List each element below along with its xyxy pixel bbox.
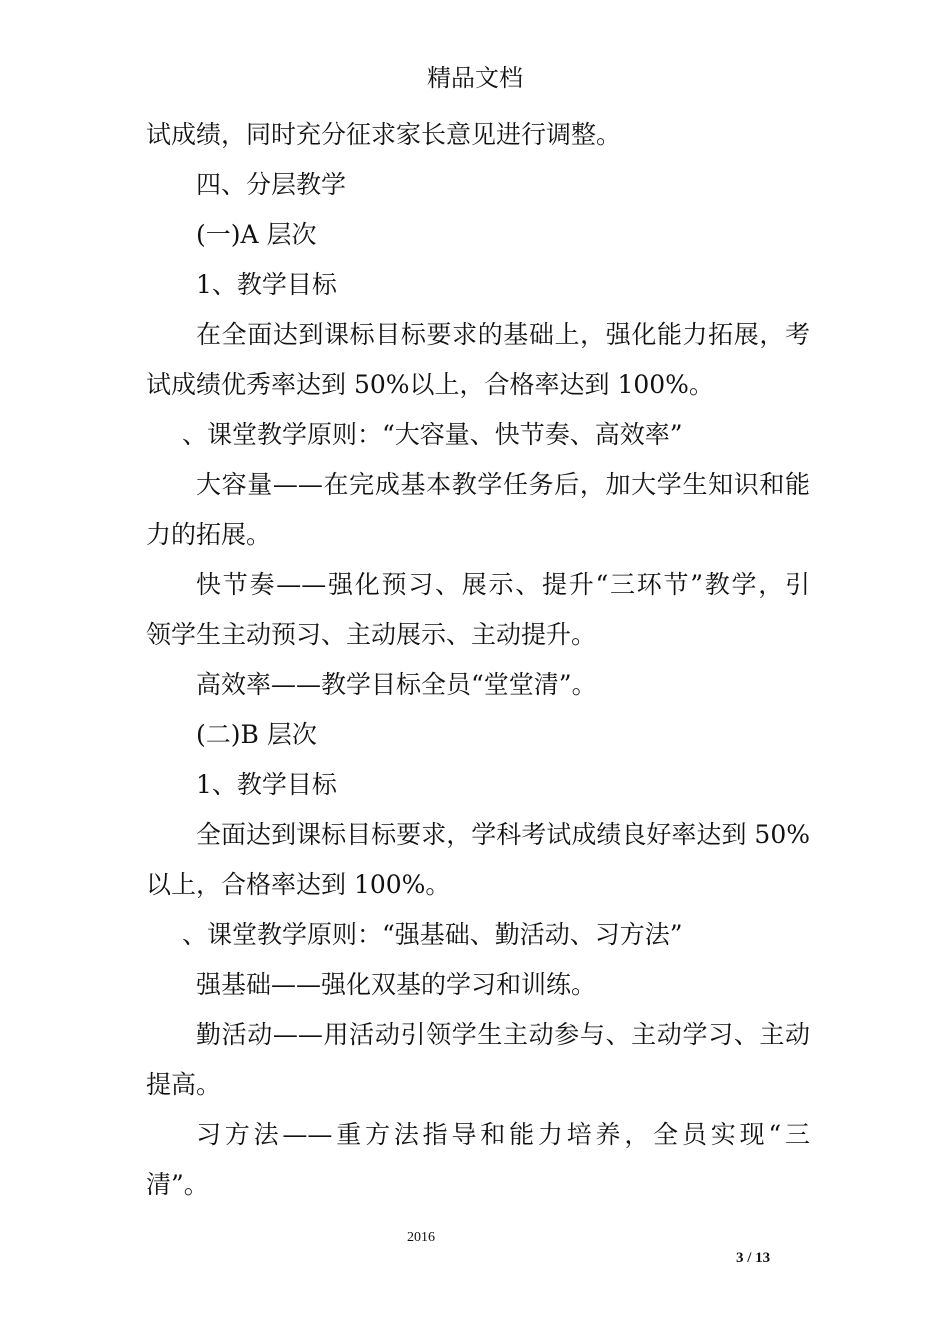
text-line: 领学生主动预习、主动展示、主动提升。 bbox=[146, 620, 597, 649]
subsection-heading: (二)B 层次 bbox=[196, 720, 317, 749]
text-line: 强基础——强化双基的学习和训练。 bbox=[196, 970, 597, 999]
text-line: 试成绩，同时充分征求家长意见进行调整。 bbox=[146, 120, 622, 149]
text-line: 习方法——重方法指导和能力培养，全员实现“三 bbox=[196, 1120, 810, 1149]
item-heading: 、课堂教学原则：“强基础、勤活动、习方法” bbox=[182, 920, 683, 949]
item-heading: 1、教学目标 bbox=[196, 770, 337, 799]
section-heading: 四、分层教学 bbox=[196, 170, 347, 199]
text-line: 试成绩优秀率达到 50%以上，合格率达到 100%。 bbox=[146, 370, 714, 399]
text-line: 提高。 bbox=[146, 1070, 222, 1099]
document-body bbox=[146, 110, 810, 1210]
text-line: 力的拓展。 bbox=[146, 520, 272, 549]
document-header: 精品文档 bbox=[427, 64, 523, 92]
item-heading: 、课堂教学原则：“大容量、快节奏、高效率” bbox=[182, 420, 683, 449]
text-line: 大容量——在完成基本教学任务后，加大学生知识和能 bbox=[196, 470, 810, 499]
page-number: 3 / 13 bbox=[736, 1250, 771, 1266]
text-line: 全面达到课标目标要求，学科考试成绩良好率达到 50% bbox=[196, 820, 810, 849]
text-line: 清”。 bbox=[146, 1170, 209, 1199]
footer-year: 2016 bbox=[407, 1230, 435, 1245]
text-line: 在全面达到课标目标要求的基础上，强化能力拓展，考 bbox=[196, 320, 810, 349]
text-line: 勤活动——用活动引领学生主动参与、主动学习、主动 bbox=[196, 1020, 810, 1049]
text-line: 快节奏——强化预习、展示、提升“三环节”教学，引 bbox=[196, 570, 810, 599]
text-line: 高效率——教学目标全员“堂堂清”。 bbox=[196, 670, 597, 699]
item-heading: 1、教学目标 bbox=[196, 270, 337, 299]
text-line: 以上，合格率达到 100%。 bbox=[146, 870, 451, 899]
subsection-heading: (一)A 层次 bbox=[196, 220, 317, 249]
